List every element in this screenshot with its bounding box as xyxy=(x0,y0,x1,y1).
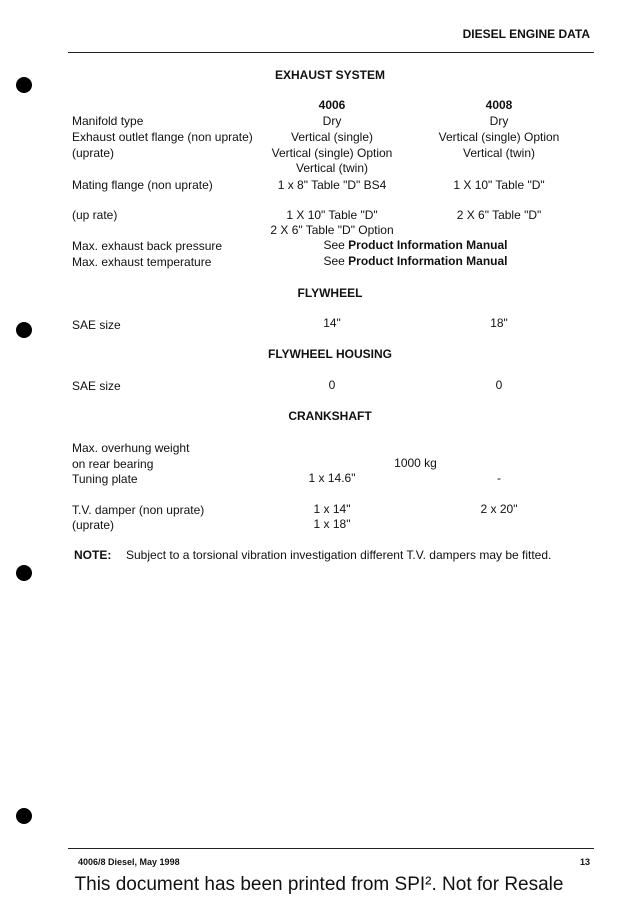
overhung-label-2: on rear bearing xyxy=(72,457,154,471)
binder-hole-4 xyxy=(16,808,32,824)
overhung-label-1: Max. overhung weight xyxy=(72,441,190,455)
tuning-4006: 1 x 14.6" xyxy=(308,471,356,485)
row-label: Manifold type xyxy=(72,114,144,128)
flywheel-sae-4006: 14" xyxy=(323,316,341,330)
row-value-4006: 1 X 10" Table "D" xyxy=(286,208,378,222)
page-number: 13 xyxy=(579,857,590,867)
back-pressure-label: Max. exhaust back pressure xyxy=(72,239,223,253)
damper-4008: 2 x 20" xyxy=(480,502,518,516)
back-pressure-manual: Product Information Manual xyxy=(348,238,508,252)
back-pressure-value xyxy=(232,238,599,252)
col-header-4008: 4008 xyxy=(485,98,513,112)
damper-label: T.V. damper (non uprate) xyxy=(72,503,205,517)
footer-rule xyxy=(68,848,594,849)
temperature-label: Max. exhaust temperature xyxy=(72,255,212,269)
back-pressure-prefix: See xyxy=(323,238,349,252)
row-label: (up rate) xyxy=(72,208,118,222)
housing-sae-label: SAE size xyxy=(72,379,121,393)
tuning-label: Tuning plate xyxy=(72,472,138,486)
header-rule xyxy=(68,52,594,53)
note-label: NOTE: xyxy=(74,548,112,562)
row-value-4008: 1 X 10" Table "D" xyxy=(453,178,545,192)
temperature-value xyxy=(232,254,599,268)
binder-hole-3 xyxy=(16,565,32,581)
row-value-4008: Vertical (single) Option xyxy=(438,130,560,144)
row-value-4006: 2 X 6" Table "D" Option xyxy=(270,223,394,237)
crankshaft-heading: CRANKSHAFT xyxy=(288,409,372,423)
row-value-4006: Vertical (single) xyxy=(290,130,374,144)
footer-title: 4006/8 Diesel, May 1998 xyxy=(78,857,180,867)
row-label: Mating flange (non uprate) xyxy=(72,178,213,192)
overhung-value: 1000 kg xyxy=(394,456,437,470)
housing-heading: FLYWHEEL HOUSING xyxy=(267,347,392,361)
housing-sae-4006: 0 xyxy=(328,378,336,392)
row-value-4008: Dry xyxy=(489,114,509,128)
housing-sae-4008: 0 xyxy=(495,378,503,392)
flywheel-sae-label: SAE size xyxy=(72,318,121,332)
row-label: Exhaust outlet flange (non uprate) xyxy=(72,130,253,144)
row-value-4008: 2 X 6" Table "D" xyxy=(456,208,542,222)
uprate-4006: 1 x 18" xyxy=(313,517,351,531)
flywheel-heading: FLYWHEEL xyxy=(297,286,363,300)
uprate-label: (uprate) xyxy=(72,518,115,532)
binder-hole-1 xyxy=(16,77,32,93)
row-label: (uprate) xyxy=(72,146,115,160)
row-value-4008: Vertical (twin) xyxy=(462,146,536,160)
running-header: DIESEL ENGINE DATA xyxy=(462,27,590,41)
row-value-4006: Vertical (single) Option xyxy=(271,146,393,160)
row-value-4006: Dry xyxy=(322,114,342,128)
tuning-4008: - xyxy=(497,471,501,485)
temperature-manual: Product Information Manual xyxy=(348,254,508,268)
row-value-4006: Vertical (twin) xyxy=(295,161,369,175)
temperature-prefix: See xyxy=(323,254,349,268)
damper-4006: 1 x 14" xyxy=(313,502,351,516)
flywheel-sae-4008: 18" xyxy=(490,316,508,330)
resale-banner: This document has been printed from SPI². Not for Resale xyxy=(74,874,564,895)
col-header-4006: 4006 xyxy=(318,98,346,112)
note-text: Subject to a torsional vibration investigation different T.V. dampers may be fitted. xyxy=(126,548,552,562)
exhaust-heading: EXHAUST SYSTEM xyxy=(274,68,385,82)
binder-hole-2 xyxy=(16,322,32,338)
row-value-4006: 1 x 8" Table "D" BS4 xyxy=(277,178,387,192)
